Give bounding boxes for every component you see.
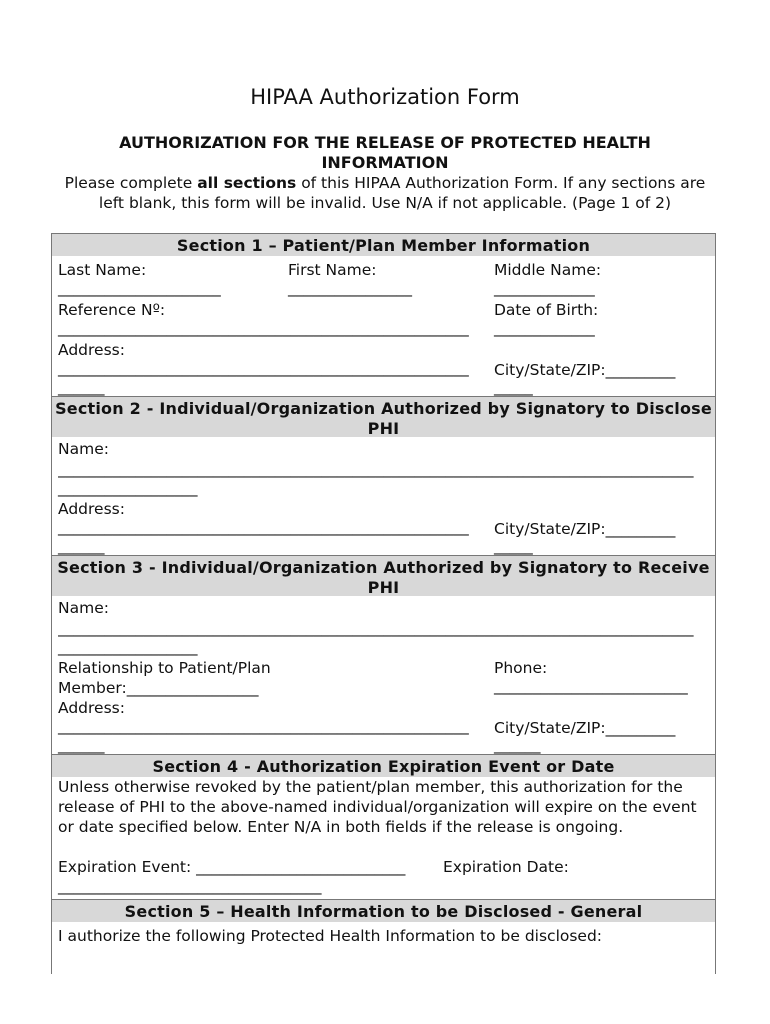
address-field[interactable]: _____________________________________________________: [58, 359, 469, 377]
last-name-label: Last Name:: [58, 261, 147, 279]
intro-text-end: of this HIPAA Authorization Form. If any sections are left blank, this form will be invalid. Use N/A if not applicable. (Page 1 of 2): [98, 174, 706, 212]
authorization-heading: AUTHORIZATION FOR THE RELEASE OF PROTECTED HEALTH INFORMATION: [119, 133, 651, 172]
disclose-name-field-continued[interactable]: __________________: [58, 479, 198, 497]
reference-number-label: Reference Nº:: [58, 301, 166, 319]
disclose-city-state-zip-field-continued[interactable]: _____: [494, 537, 533, 555]
section-4-header: Section 4 - Authorization Expiration Event or Date: [52, 754, 715, 777]
city-state-zip-field-continued[interactable]: _____: [494, 378, 533, 396]
first-name-field[interactable]: ________________: [288, 279, 412, 297]
disclose-city-state-zip-field[interactable]: City/State/ZIP:_________: [494, 520, 676, 538]
date-of-birth-field[interactable]: _____________: [494, 319, 595, 337]
intro-text-bold: all sections: [197, 174, 297, 192]
disclose-name-label: Name:: [58, 440, 109, 458]
expiration-event-field[interactable]: Expiration Event: ___________________________: [58, 858, 406, 876]
receive-address-field[interactable]: _____________________________________________________: [58, 717, 469, 735]
disclose-address-field[interactable]: _____________________________________________________: [58, 518, 469, 536]
disclose-address-field-continued[interactable]: ______: [58, 537, 105, 555]
relationship-label: Relationship to Patient/Plan: [58, 659, 271, 677]
receive-address-label: Address:: [58, 699, 125, 717]
section-5-header: Section 5 – Health Information to be Disclosed - General: [52, 899, 715, 922]
phone-field[interactable]: _________________________: [494, 677, 688, 695]
receive-city-state-zip-field[interactable]: City/State/ZIP:_________: [494, 719, 676, 737]
section-3-header: Section 3 - Individual/Organization Authorized by Signatory to Receive PHI: [52, 555, 715, 596]
section-2-body: [52, 437, 715, 555]
middle-name-label: Middle Name:: [494, 261, 602, 279]
section-1-header: Section 1 – Patient/Plan Member Information: [52, 234, 715, 256]
address-label: Address:: [58, 341, 125, 359]
first-name-label: First Name:: [288, 261, 377, 279]
city-state-zip-field[interactable]: City/State/ZIP:_________: [494, 361, 676, 379]
receive-city-state-zip-field-continued[interactable]: ______: [494, 736, 541, 754]
authorization-form: [51, 233, 716, 974]
middle-name-field[interactable]: _____________: [494, 279, 595, 297]
disclose-address-label: Address:: [58, 500, 125, 518]
reference-number-field[interactable]: _____________________________________________________: [58, 319, 469, 337]
intro-text-start: Please complete: [64, 174, 198, 192]
relationship-member-field[interactable]: Member:_________________: [58, 679, 259, 697]
receive-name-label: Name:: [58, 599, 109, 617]
receive-name-field[interactable]: __________________________________________________________________________________: [58, 619, 694, 637]
phone-label: Phone:: [494, 659, 548, 677]
section-1-body: [52, 256, 715, 396]
receive-address-field-continued[interactable]: ______: [58, 736, 105, 754]
disclose-name-field[interactable]: __________________________________________________________________________________: [58, 460, 694, 478]
section-3-body: [52, 596, 715, 754]
section-5-body: [52, 922, 715, 962]
expiration-date-label: Expiration Date:: [443, 858, 569, 876]
expiration-description: Unless otherwise revoked by the patient/plan member, this authorization for the release of PHI to the above-named individual/organization will expire on the event or date specified below. Enter N/A in both fields if the release is ongoing.: [58, 778, 697, 836]
date-of-birth-label: Date of Birth:: [494, 301, 599, 319]
address-field-continued[interactable]: ______: [58, 378, 105, 396]
intro-text: [55, 173, 715, 213]
section-2-header: Section 2 - Individual/Organization Authorized by Signatory to Disclose PHI: [52, 396, 715, 437]
expiration-date-field[interactable]: __________________________________: [58, 877, 322, 895]
section-4-body: [52, 777, 715, 899]
receive-name-field-continued[interactable]: __________________: [58, 638, 198, 656]
form-title: HIPAA Authorization Form: [250, 85, 520, 109]
last-name-field[interactable]: _____________________: [58, 279, 221, 297]
disclosure-text: I authorize the following Protected Health Information to be disclosed:: [58, 927, 603, 945]
